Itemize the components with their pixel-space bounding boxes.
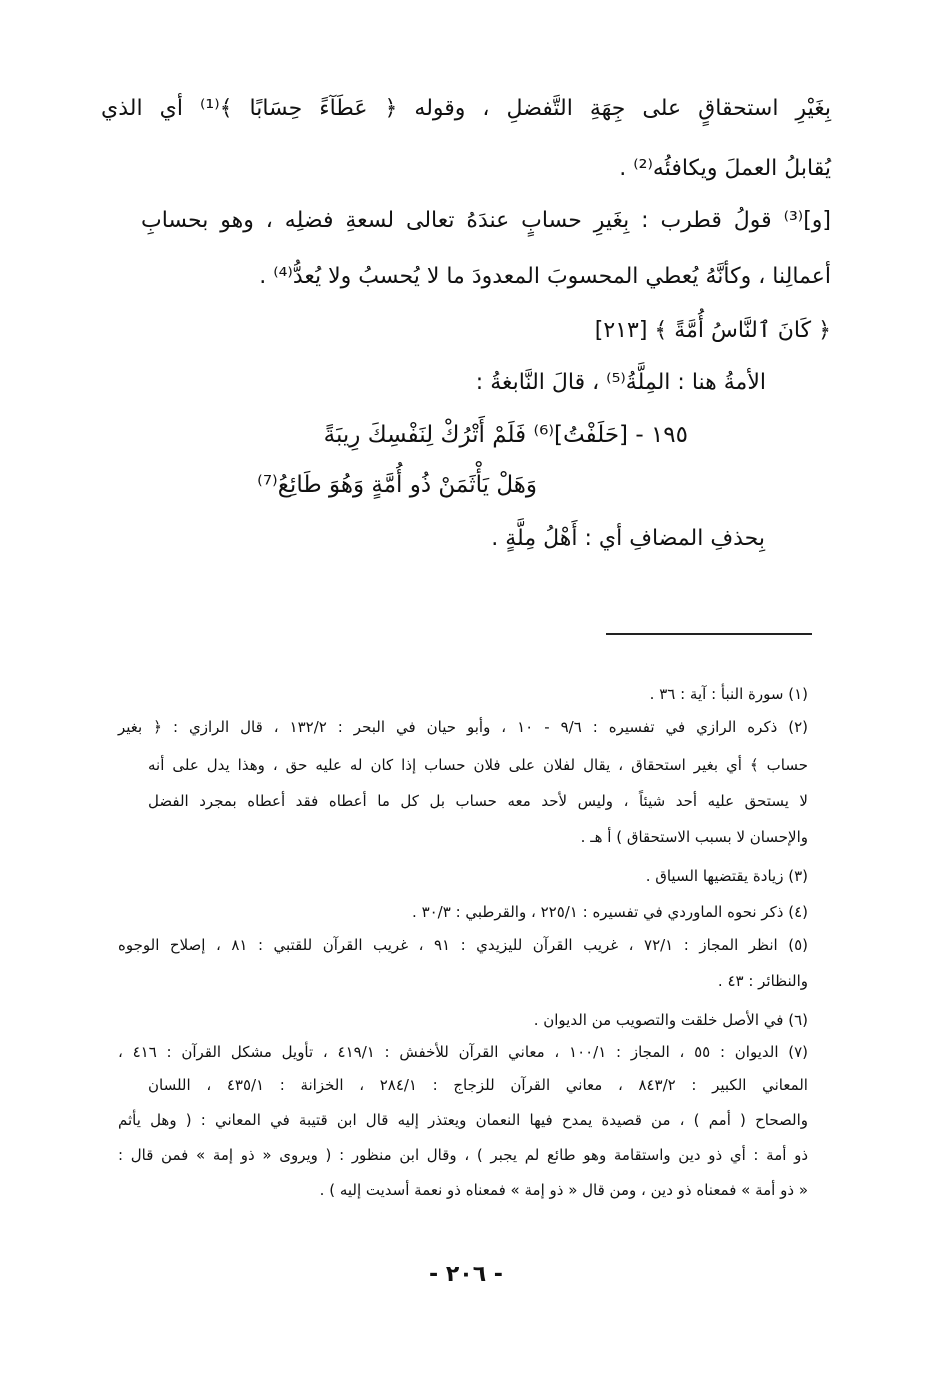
footnote-5-line-1: (٥) انظر المجاز : ٧٢/١ ، غريب القرآن لليزيدي : ٩١ ، غريب القرآن للقتبي : ٨١ ، إصلاح الوجوه [118,936,808,954]
footnote-2-line-4: والإحسان لا بسبب الاستحقاق ) أ هـ . [580,828,808,846]
footnote-1: (١) سورة النبأ : آية : ٣٦ . [649,685,808,703]
footnote-7-line-4: ذو أمة : أي ذو دين واستقامة وهو طائع لم يجبر ) ، وقال ابن منظور : ( ويروى « ذو إمة » فمن قال : [118,1146,808,1164]
footnote-divider [606,633,812,635]
quran-verse-ref: ﴿ كَانَ ٱلنَّاسُ أُمَّةً ﴾ [٢١٣] [594,318,831,343]
body-line-1: بِغَيْرِ استحقاقٍ على جِهَةِ التَّفضلِ ، وقوله ﴿ عَطَآءً حِسَابًا ﴾⁽¹⁾ أي الذي [101,96,831,121]
body-line-6: الأمةُ هنا : المِلَّةُ⁽⁵⁾ ، قالَ النَّابغةُ : [475,370,766,395]
footnote-7-line-1: (٧) الديوان : ٥٥ ، المجاز : ١٠٠/١ ، معاني القرآن للأخفش : ٤١٩/١ ، تأويل مشكل القرآن : ٤١٦ ، [118,1043,809,1061]
footnote-4: (٤) ذكر نحوه الماوردي في تفسيره : ٢٢٥/١ ، والقرطبي : ٣٠/٣ . [412,903,808,921]
footnote-2-line-1: (٢) ذكره الرازي في تفسيره : ٩/٦ - ١٠ ، وأبو حيان في البحر : ١٣٢/٢ ، قال الرازي : ﴿ بغير [118,718,809,736]
footnote-5-line-2: والنظائر : ٤٣ . [717,972,808,990]
footnote-2-line-2: حساب ﴾ أي بغير استحقاق ، يقال لفلان على فلان حساب إذا كان له عليه حق ، وهذا يدل على أنه [148,756,808,774]
body-line-3: [و]⁽³⁾ قولُ قطرب : بِغَيرِ حسابٍ عندَهُ تعالى لسعةِ فضلِه ، وهو بحسابِ [141,208,831,233]
page-number: - ٢٠٦ - [429,1262,503,1287]
body-line-9: بِحذفِ المضافِ أي : أَهْلُ مِلَّةٍ . [491,526,765,551]
poem-verse-2: وَهَلْ يَأْثَمَنْ ذُو أُمَّةٍ وَهُوَ طَائِعُ⁽⁷⁾ [257,472,537,498]
footnote-3: (٣) زيادة يقتضيها السياق . [645,867,808,885]
body-line-4: أعمالِنا ، وكأنَّهُ يُعطي المحسوبَ المعدودَ ما لا يُحسبُ ولا يُعدُّ⁽⁴⁾ . [259,264,831,289]
body-line-2: يُقابلُ العملَ ويكافئُه⁽²⁾ . [619,156,831,181]
footnote-7-line-3: والصحاح ( أمم ) ، من قصيدة يمدح فيها النعمان ويعتذر إليه قال ابن قتيبة في المعاني : ( وهل يأثم [118,1111,808,1129]
footnote-7-line-5: « ذو أمة » فمعناه ذو دين ، ومن قال « ذو إمة » فمعناه ذو نعمة أسديت إليه ) . [319,1181,808,1199]
footnote-6: (٦) في الأصل خلقت والتصويب من الديوان . [533,1011,808,1029]
poem-verse-1: ١٩٥ - [حَلَفْتُ]⁽⁶⁾ فَلَمْ أَتْرُكْ لِنَفْسِكَ رِيبَةً [323,422,688,448]
footnote-7-line-2: المعاني الكبير : ٨٤٣/٢ ، معاني القرآن للزجاج : ٢٨٤/١ ، الخزانة : ٤٣٥/١ ، اللسان [148,1076,808,1094]
footnote-2-line-3: لا يستحق عليه أحد شيئاً ، وليس لأحد معه حساب بل كل ما أعطاه فقد أعطاه بمجرد الفضل [148,792,808,810]
